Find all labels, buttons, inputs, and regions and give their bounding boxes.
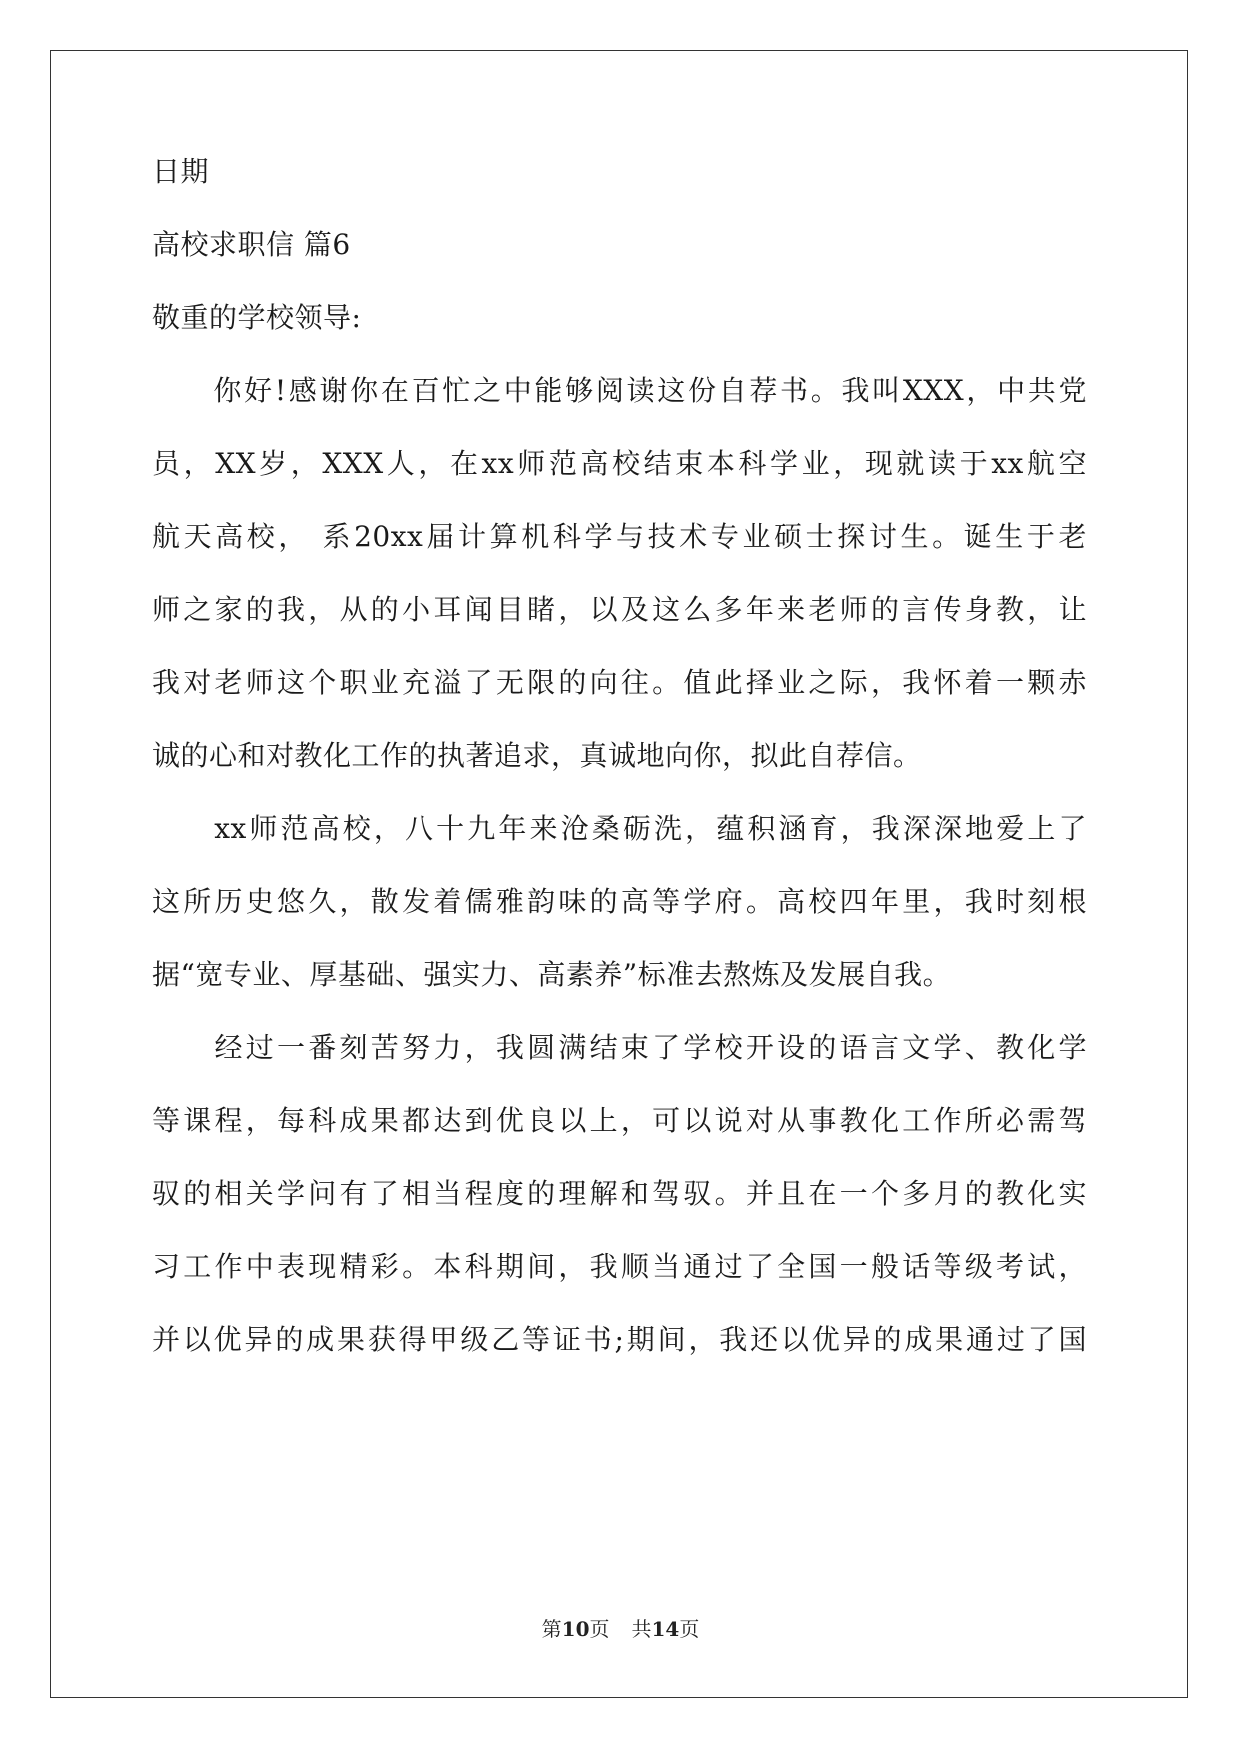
footer-total-prefix: 共 [631, 1617, 652, 1641]
footer-total-pages: 14 [651, 1617, 680, 1641]
paragraph-line: 习工作中表现精彩。本科期间，我顺当通过了全国一般话等级考试， [152, 1250, 1087, 1283]
paragraph-line: 并以优异的成果获得甲级乙等证书;期间，我还以优异的成果通过了国 [152, 1323, 1087, 1356]
paragraph-line: 我对老师这个职业充溢了无限的向往。值此择业之际，我怀着一颗赤 [152, 666, 1087, 699]
page-footer [0, 1616, 1241, 1642]
paragraph-line: xx师范高校，八十九年来沧桑砺洗，蕴积涵育，我深深地爱上了 [152, 812, 1087, 845]
paragraph-line: 据“宽专业、厚基础、强实力、高素养”标准去熬炼及发展自我。 [152, 958, 952, 991]
paragraph-line: 驭的相关学问有了相当程度的理解和驾驭。并且在一个多月的教化实 [152, 1177, 1087, 1210]
letter-heading: 高校求职信 篇6 [152, 228, 351, 261]
paragraph-line: 这所历史悠久，散发着儒雅韵味的高等学府。高校四年里，我时刻根 [152, 885, 1087, 918]
paragraph-line: 师之家的我，从的小耳闻目睹，以及这么多年来老师的言传身教，让 [152, 593, 1087, 626]
paragraph-line: 诚的心和对教化工作的执著追求，真诚地向你，拟此自荐信。 [152, 739, 922, 772]
footer-page-number: 10 [561, 1617, 590, 1641]
paragraph-line: 等课程，每科成果都达到优良以上，可以说对从事教化工作所必需驾 [152, 1104, 1087, 1137]
paragraph-line: 员，XX岁，XXX人，在xx师范高校结束本科学业，现就读于xx航空 [152, 447, 1087, 480]
paragraph-line: 经过一番刻苦努力，我圆满结束了学校开设的语言文学、教化学 [152, 1031, 1087, 1064]
footer-total-suffix: 页 [679, 1617, 700, 1641]
footer-page-prefix: 第 [541, 1617, 562, 1641]
footer-page-suffix: 页 [589, 1617, 610, 1641]
paragraph-line: 你好!感谢你在百忙之中能够阅读这份自荐书。我叫XXX，中共党 [152, 374, 1087, 407]
date-label: 日期 [152, 155, 210, 188]
paragraph-line: 航天高校， 系20xx届计算机科学与技术专业硕士探讨生。诞生于老 [152, 520, 1087, 553]
salutation: 敬重的学校领导: [152, 301, 362, 334]
